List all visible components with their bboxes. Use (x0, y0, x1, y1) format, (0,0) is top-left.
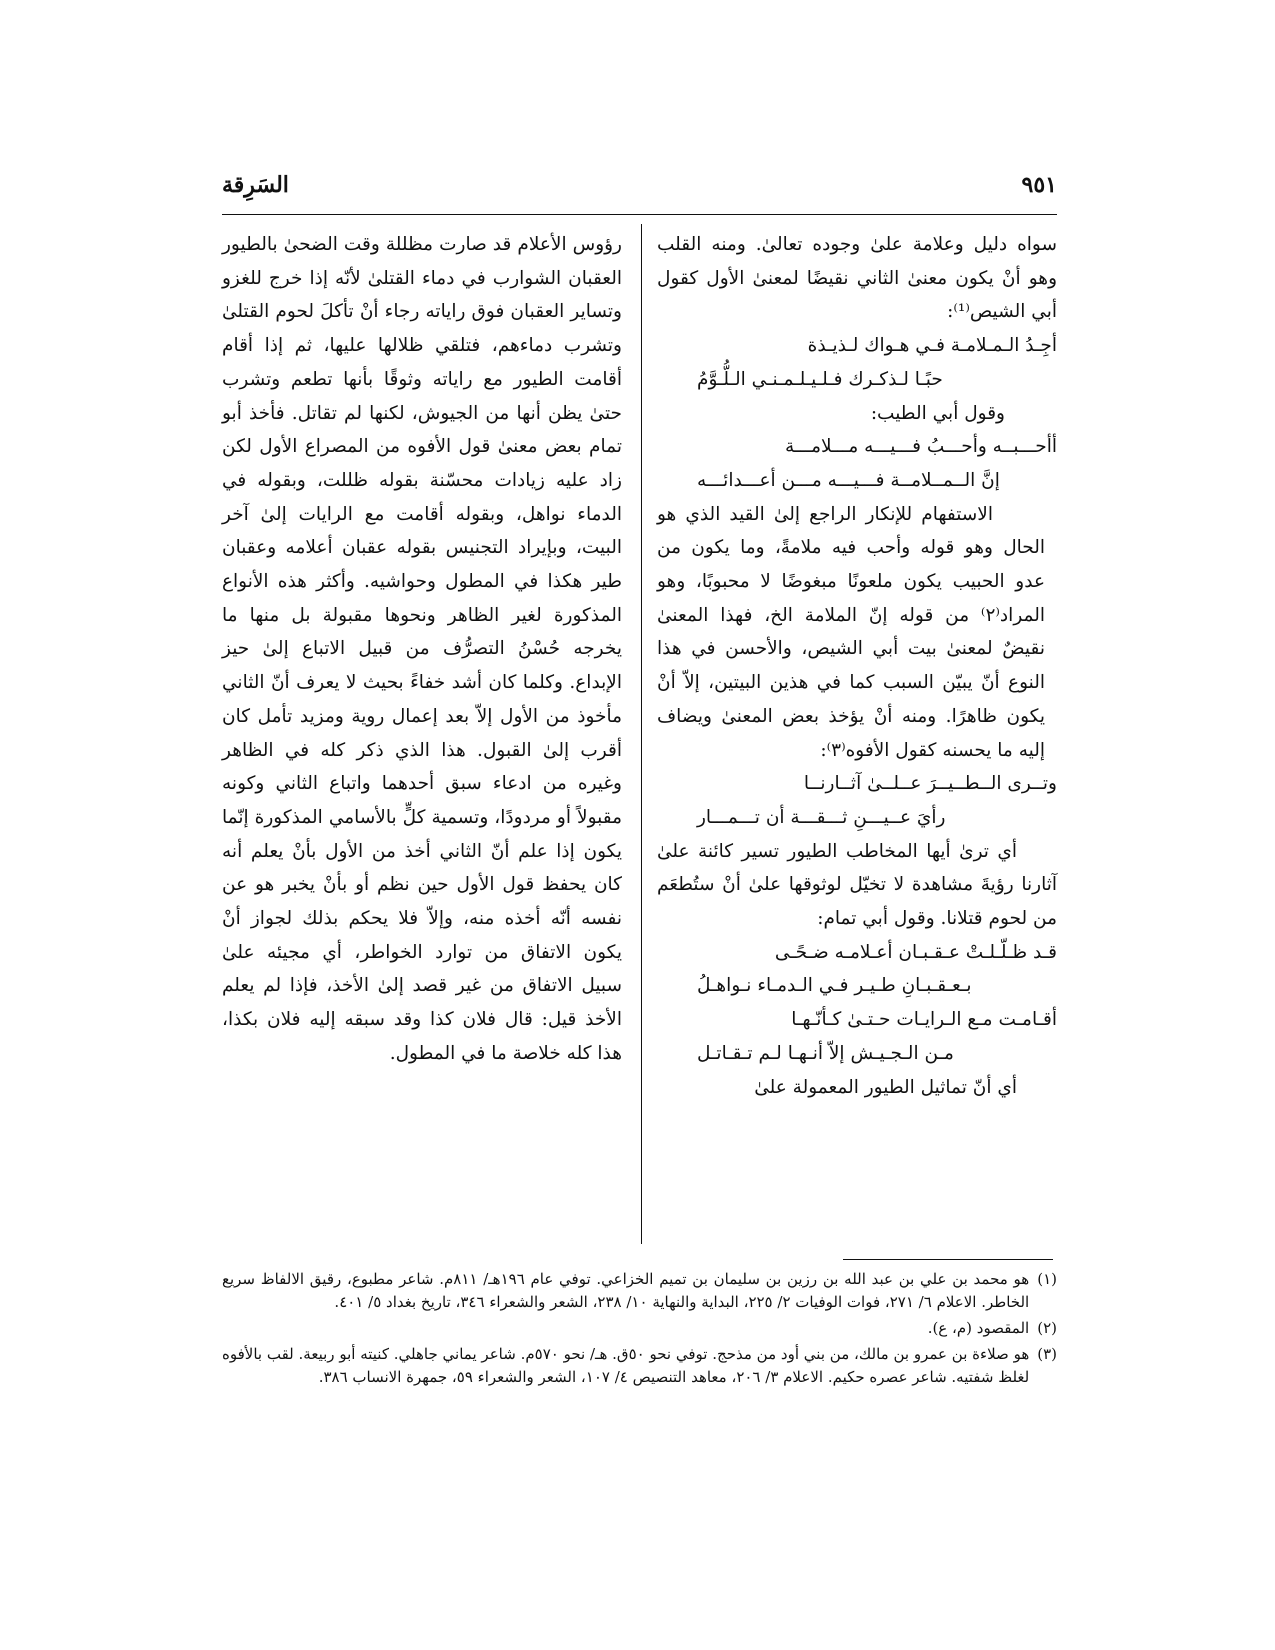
footnote (222, 1343, 1057, 1389)
verse-hemistich-first: أجِـدُ الـمـلامـة فـي هـواك لـذيـذة (807, 335, 1057, 357)
footnote (222, 1317, 1057, 1340)
verse-hemistich-second: مـن الـجـيـش إلاّ أنـهـا لـم تـقـاتـل (697, 1042, 954, 1064)
verse-hemistich-first: أأحـــبــه وأحـــبُ فـــيـــه مـــلامـــة (784, 436, 1057, 458)
footnote-text: هو صلاءة بن عمرو بن مالك، من بني أود من مذحج. توفي نحو ٥٠ق. هـ/ نحو ٥٧٠م. شاعر يماني جاهلي. كنيته أبو ربيعة. لقب بالأفوه لغلظ شفتيه. شاعر عصره حكيم. الاعلام ٣/ ٢٠٦، معاهد التنصيص ٤/ ١٠٧، الشعر والشعراء ٥٩، جمهرة الانساب ٣٨٦. (222, 1345, 1030, 1386)
verse (657, 430, 1057, 497)
page-header (222, 172, 1057, 212)
footnote-text: المقصود (م، ع). (927, 1319, 1030, 1337)
verse (657, 329, 1057, 396)
footnote-rule (843, 1259, 1053, 1260)
verse (657, 936, 1057, 1003)
header-rule (222, 214, 1057, 215)
verse-hemistich-first: أقـامـت مـع الـرايـات حـتـىٰ كـأنّـهـا (791, 1009, 1057, 1031)
paragraph: أي ترىٰ أيها المخاطب الطيور تسير كائنة علىٰ آثارنا رؤيةَ مشاهدة لا تخيّل لوثوقها علىٰ أنْ ستُطعَم من لحوم قتلانا. وقول أبي تمام: (657, 840, 1057, 930)
paragraph: سواه دليل وعلامة علىٰ وجوده تعالىٰ. ومنه القلب وهو أنْ يكون معنىٰ الثاني نقيضًا لمعنىٰ الأول كقول أبي الشيص⁽¹⁾: (657, 234, 1057, 323)
verse-hemistich-second: حبًـا لـذكـرك فـلـيـلـمـنـي الـلُّـوَّمُ (697, 368, 943, 390)
paragraph: أي أنّ تماثيل الطيور المعمولة علىٰ (754, 1076, 1017, 1098)
running-title: السَرِقة (222, 172, 289, 198)
paragraph: رؤوس الأعلام قد صارت مظللة وقت الضحىٰ بالطيور العقبان الشوارب في دماء القتلىٰ لأنّه إذا خرج للغزو وتساير العقبان فوق راياته رجاء أنْ تأكلَ لحوم القتلىٰ وتشرب دماءهم، فتلقي ظلالها عليها، ثم إذا أقام أقامت الطيور مع راياته وثوقًا بأنها تطعم وتشرب حتىٰ يظن أنها من الجيوش، لكنها لم تقاتل. فأخذ أبو تمام بعض معنىٰ قول الأفوه من المصراع الأول لكن زاد عليه زيادات محسّنة بقوله ظللت، وبقوله في الدماء نواهل، وبقوله أقامت مع الرايات إلىٰ آخر البيت، وبإيراد التجنيس بقوله عقبان أعلامه وعقبان طير هكذا في المطول وحواشيه. وأكثر هذه الأنواع المذكورة لغير الظاهر ونحوها مقبولة بل منها ما يخرجه حُسْنُ التصرُّف من قبيل الاتباع إلىٰ حيز الإبداع. وكلما كان أشد خفاءً بحيث لا يعرف أنّ الثاني مأخوذ من الأول إلاّ بعد إعمال روية ومزيد تأمل كان أقرب إلىٰ القبول. هذا الذي ذكر كله في الظاهر وغيره من ادعاء سبق أحدهما واتباع الثاني وكونه مقبولاً أو مردودًا، وتسمية كلٍّ بالأسامي المذكورة إنّما يكون إذا علم أنّ الثاني أخذ من الأول بأنْ يعلم أنه كان يحفظ قول الأول حين نظم أو بأنْ يخبر هو عن نفسه أنّه أخذه منه، وإلاّ فلا يحكم بذلك لجواز أنْ يكون الاتفاق من توارد الخواطر، أي مجيئه علىٰ سبيل الاتفاق من غير قصد إلىٰ الأخذ، فإذا لم يعلم الأخذ قيل: قال فلان كذا وقد سبقه إليه فلان بكذا، هذا كله خلاصة ما في المطول. (222, 234, 622, 1064)
verse-hemistich-second: رأيَ عــيـــنِ ثـــقـــة أن تـــمـــار (697, 806, 946, 828)
verse-hemistich-second: إنَّ الــمــلامــة فـــيـــه مـــن أعـــدائـــه (697, 469, 1000, 491)
verse (657, 1003, 1057, 1070)
verse-hemistich-second: بـعـقـبـانِ طـيـر فـي الـدمـاء نـواهـلُ (697, 975, 972, 997)
verse-hemistich-first: وتــرى الــطــيــرَ عــلــىٰ آثــارنــا (803, 773, 1057, 795)
footnotes (222, 1268, 1057, 1392)
footnote-number: (٢) (1037, 1319, 1057, 1337)
footnote (222, 1268, 1057, 1314)
right-column (657, 228, 1057, 1104)
paragraph: وقول أبي الطيب: (870, 402, 1005, 424)
page-number: ٩٥١ (1021, 172, 1057, 198)
verse-hemistich-first: قـد ظـلّـلـتْ عـقـبـان أعـلامـه ضـحًـى (774, 941, 1057, 963)
footnote-number: (٣) (1037, 1345, 1057, 1363)
footnote-number: (١) (1037, 1270, 1057, 1288)
paragraph: الاستفهام للإنكار الراجع إلىٰ القيد الذي هو الحال وهو قوله وأحب فيه ملامةً، وما يكون من عدو الحبيب يكون ملعونًا مبغوضًا لا محبوبًا، وهو المراد⁽٢⁾ من قوله إنّ الملامة الخ، فهذا المعنىٰ نقيضٌ لمعنىٰ بيت أبي الشيص، والأحسن في هذا النوع أنّ يبيّن السبب كما في هذين البيتين، إلاّ أنْ يكون ظاهرًا. ومنه أنْ يؤخذ بعض المعنىٰ ويضاف إليه ما يحسنه كقول الأفوه⁽٣⁾: (657, 503, 1045, 761)
column-divider (641, 224, 642, 1244)
left-column (222, 228, 622, 1071)
footnote-text: هو محمد بن علي بن عبد الله بن رزين بن سليمان بن تميم الخزاعي. توفي عام ١٩٦هـ/ ٨١١م. شاعر مطبوع، رقيق الالفاظ سريع الخاطر. الاعلام ٦/ ٢٧١، فوات الوفيات ٢/ ٢٢٥، البداية والنهاية ١٠/ ٢٣٨، الشعر والشعراء ٣٤٦، تاريخ بغداد ٥/ ٤٠١. (222, 1270, 1030, 1311)
verse (657, 767, 1057, 834)
